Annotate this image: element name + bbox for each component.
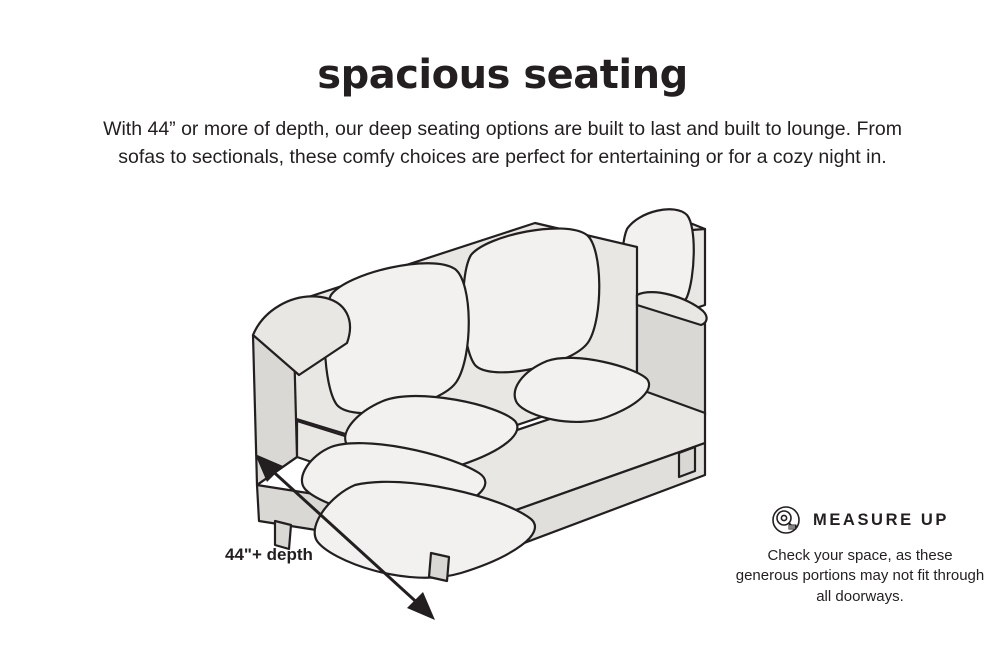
depth-label: 44"+ depth [225,545,313,564]
measure-up-title: MEASURE UP [812,510,949,529]
measure-up-block [735,505,985,607]
page-title: spacious seating [317,52,688,98]
tape-measure-icon [771,505,801,535]
depth-dimension [215,440,475,640]
measure-up-note: Check your space, as these generous portions may not fit through all doorways. [735,547,985,605]
description-text: With 44” or more of depth, our deep seating options are built to last and built to lounge. From sofas to sectionals, these comfy choices are perfect for entertaining or for a cozy night in. [103,118,902,168]
